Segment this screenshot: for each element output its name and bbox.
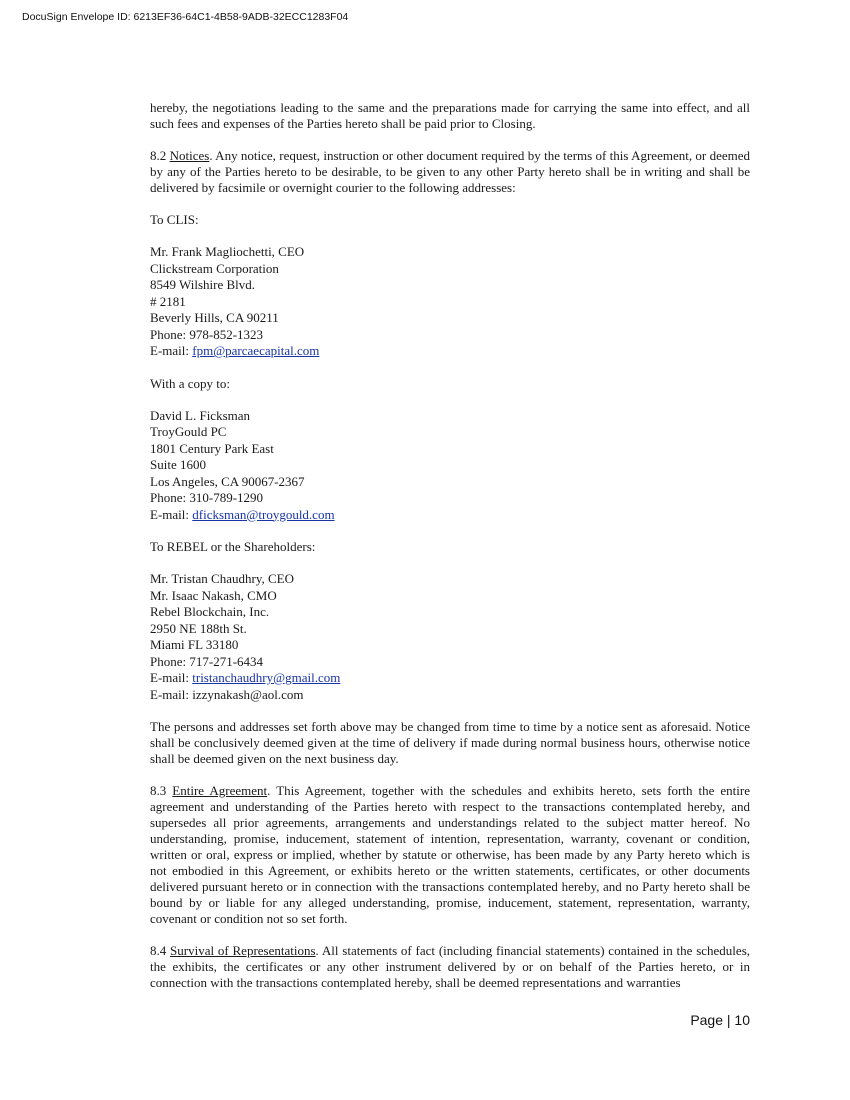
address-email-line — [150, 507, 750, 524]
copy-email-link[interactable]: dficksman@troygould.com — [192, 506, 335, 522]
address-name: Mr. Frank Magliochetti, CEO — [150, 244, 305, 259]
section-8-3-entire-agreement — [150, 783, 750, 927]
email-label: E-mail: — [150, 343, 193, 358]
address-company: Rebel Blockchain, Inc. — [150, 604, 270, 619]
email-label: E-mail: — [150, 670, 193, 685]
address-city: Miami FL 33180 — [150, 637, 239, 652]
address-company: Clickstream Corporation — [150, 260, 279, 276]
section-number: 8.4 — [150, 943, 167, 958]
section-8-4-survival — [150, 943, 750, 991]
section-text: . This Agreement, together with the schedules and exhibits hereto, sets forth the entire agreement and understanding of the Parties hereto with respect to the transactions contemplated hereby, and supersedes all prior agreements, arrangements and understandings related to the subject matter hereof. No understanding, promise, inducement, statement of intention, representation, warranty, covenant or condition, written or oral, express or implied, whether by statute or otherwise, has been made by any Party hereto which is not embodied in this Agreement, or exhibits hereto or the written statements, certificates, or other documents delivered pursuant hereto or in connection with the transactions contemplated hereby, and no Party hereto shall be bound by or liable for any alleged understanding, promise, inducement, statement, representation, warranty, covenant or condition not so set forth. — [150, 783, 751, 926]
section-text: . All statements of fact (including financial statements) contained in the schedules, the exhibits, the certificates or any other instrument delivered by or on behalf of the Parties hereto, or in connection with the transactions contemplated hereby, shall be deemed representations and warranties — [150, 943, 751, 990]
address-city: Los Angeles, CA 90067-2367 — [150, 473, 305, 489]
address-city: Beverly Hills, CA 90211 — [150, 310, 279, 325]
address-suite: Suite 1600 — [150, 457, 206, 472]
rebel-email-link[interactable]: tristanchaudhry@gmail.com — [192, 670, 341, 685]
clis-email-link[interactable]: fpm@parcaecapital.com — [192, 343, 320, 358]
to-rebel-label: To REBEL or the Shareholders: — [150, 539, 316, 554]
address-email-line-2: E-mail: izzynakash@aol.com — [150, 686, 304, 702]
section-8-2-notices — [150, 148, 750, 196]
address-name-cmo: Mr. Isaac Nakash, CMO — [150, 587, 277, 603]
to-clis-label: To CLIS: — [150, 212, 199, 227]
address-email-line — [150, 670, 750, 687]
address-phone: Phone: 310-789-1290 — [150, 490, 264, 505]
section-text: . Any notice, request, instruction or other document required by the terms of this Agreement, or deemed by any of the Parties hereto to be desirable, to be given to any other Party hereto shall be in writing and shall be delivered by facsimile or overnight courier to the following addresses: — [150, 148, 751, 195]
section-number: 8.3 — [150, 783, 167, 798]
address-unit: # 2181 — [150, 293, 186, 309]
address-email-line — [150, 343, 750, 360]
document-body — [150, 100, 750, 1007]
docusign-envelope-id: DocuSign Envelope ID: 6213EF36-64C1-4B58-9ADB-32ECC1283F04 — [22, 11, 349, 23]
address-street: 1801 Century Park East — [150, 440, 274, 456]
section-heading: Survival of Representations — [170, 943, 316, 958]
address-company: TroyGould PC — [150, 424, 227, 439]
email-label: E-mail: — [150, 506, 193, 522]
address-phone: Phone: 978-852-1323 — [150, 326, 264, 342]
address-name-ceo: Mr. Tristan Chaudhry, CEO — [150, 571, 294, 586]
persons-addresses-paragraph: The persons and addresses set forth above may be changed from time to time by a notice sent as aforesaid. Notice shall be conclusively deemed given at the time of delivery if made during normal business hours, otherwise notice shall be deemed given on the next business day. — [150, 719, 750, 766]
address-name: David L. Ficksman — [150, 407, 251, 423]
section-number: 8.2 — [150, 148, 167, 163]
page-number: Page | 10 — [690, 1012, 750, 1028]
section-heading: Entire Agreement — [172, 783, 268, 798]
address-street: 2950 NE 188th St. — [150, 620, 247, 636]
address-street: 8549 Wilshire Blvd. — [150, 277, 256, 292]
address-phone: Phone: 717-271-6434 — [150, 653, 264, 669]
rebel-address-block — [150, 571, 750, 703]
copy-address-block — [150, 408, 750, 524]
with-copy-label: With a copy to: — [150, 375, 230, 391]
clis-address-block — [150, 244, 750, 360]
intro-paragraph: hereby, the negotiations leading to the same and the preparations made for carrying the same into effect, and all such fees and expenses of the Parties hereto shall be paid prior to Closing. — [150, 100, 750, 131]
section-heading: Notices — [169, 148, 210, 163]
